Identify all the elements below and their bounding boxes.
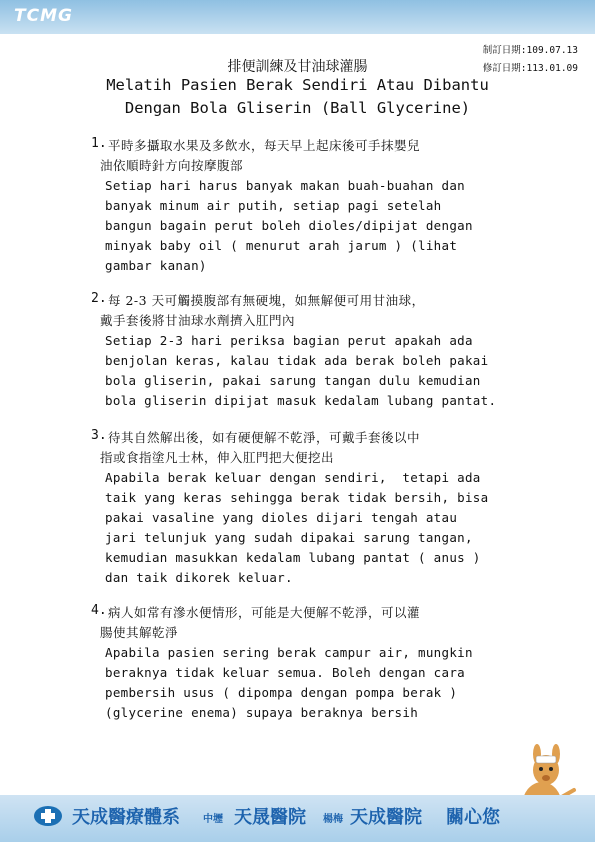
item-chinese-line: 腸使其解乾淨 [100,625,179,640]
medical-cross-icon [34,806,62,826]
footer-hospital-2: 天成醫院 [350,807,422,828]
footer-location-1: 中壢 [203,814,223,825]
item-malay-line: gambar kanan) [105,258,207,273]
item-malay-line: bola gliserin, pakai sarung tangan dulu kemudian [105,373,481,388]
item-chinese-line: 指或食指塗凡士林，伸入肛門把大便挖出 [100,450,335,465]
item-malay-line: (glycerine enema) supaya beraknya bersih [105,705,419,720]
item-malay-line: banyak minum air putih, setiap pagi setelah [105,198,442,213]
instruction-item-4 [91,603,531,723]
item-number: 1. [91,136,107,151]
item-chinese-line: 油依順時針方向按摩腹部 [100,158,244,173]
item-malay-line: jari telunjuk yang sudah dipakai sarung tangan, [105,530,473,545]
item-malay-line: pakai vasaline yang dioles dijari tengah atau [105,510,458,525]
item-number: 4. [91,603,107,618]
item-malay-line: dan taik dikorek keluar. [105,570,293,585]
header-band [0,0,595,34]
item-malay-line: Setiap 2-3 hari periksa bagian perut apakah ada [105,333,473,348]
instruction-item-1 [91,136,531,276]
item-chinese-line: 待其自然解出後，如有硬便解不乾淨，可戴手套後以中 [108,430,421,445]
item-malay-line: Apabila berak keluar dengan sendiri, tetapi ada [105,470,481,485]
item-malay-line: bola gliserin dipijat masuk kedalam lubang pantat. [105,393,497,408]
item-malay-line: pembersih usus ( dipompa dengan pompa berak ) [105,685,458,700]
title-malay-line-2: Dengan Bola Gliserin (Ball Glycerine) [124,99,471,117]
date-created: 制訂日期:109.07.13 [482,45,578,56]
footer-hospital-1: 天晟醫院 [234,807,306,828]
item-chinese-line: 每 2-3 天可觸摸腹部有無硬塊，如無解便可用甘油球， [108,293,425,308]
item-malay-line: taik yang keras sehingga berak tidak bersih, bisa [105,490,489,505]
item-malay-line: Setiap hari harus banyak makan buah-buahan dan [105,178,465,193]
item-malay-line: Apabila pasien sering berak campur air, mungkin [105,645,473,660]
item-malay-line: beraknya tidak keluar semua. Boleh dengan cara [105,665,465,680]
title-malay-line-1: Melatih Pasien Berak Sendiri Atau Dibantu [106,76,489,94]
item-number: 2. [91,291,107,306]
title-chinese: 排便訓練及甘油球灌腸 [227,59,368,75]
item-malay-line: kemudian masukkan kedalam lubang pantat ( anus ) [105,550,481,565]
footer-brand-group: 天成醫療體系 [72,807,180,828]
item-number: 3. [91,428,107,443]
instruction-item-2 [91,291,531,411]
footer-location-2: 楊梅 [323,814,343,825]
item-chinese-line: 病人如常有滲水便情形，可能是大便解不乾淨，可以灌 [108,605,421,620]
instruction-item-3 [91,428,531,588]
item-malay-line: benjolan keras, kalau tidak ada berak boleh pakai [105,353,489,368]
item-chinese-line: 平時多攝取水果及多飲水，每天早上起床後可手抹嬰兒 [108,138,421,153]
tcmg-logo: TCMG [14,6,73,26]
item-malay-line: minyak baby oil ( menurut arah jarum ) (lihat [105,238,458,253]
date-revised: 修訂日期:113.01.09 [482,63,578,74]
item-chinese-line: 戴手套後將甘油球水劑擠入肛門內 [100,313,296,328]
footer-tagline: 關心您 [446,807,500,828]
item-malay-line: bangun bagain perut boleh dioles/dipijat dengan [105,218,473,233]
